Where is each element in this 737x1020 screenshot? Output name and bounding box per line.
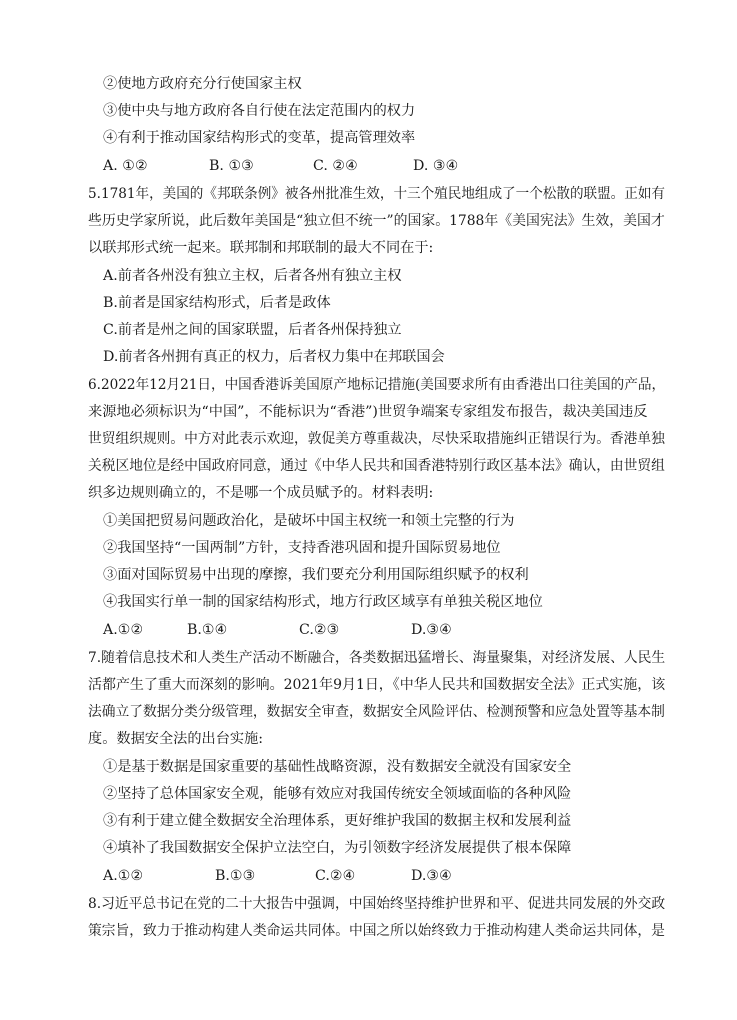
q6-choice-c: C.②③ [299, 622, 340, 638]
q4-choice-d: D. ③④ [413, 158, 459, 174]
q6-statement-3: ③面对国际贸易中出现的摩擦，我们要充分利用国际组织赋予的权利 [103, 567, 529, 583]
q5-stem-line-3: 以联邦形式统一起来。联邦制和邦联制的最大不同在于: [88, 240, 434, 256]
q6-statement-4: ④我国实行单一制的国家结构形式，地方行政区域享有单独关税区地位 [103, 594, 543, 610]
q4-choice-b: B. ①③ [209, 158, 254, 174]
q5-stem-line-2: 些历史学家所说，此后数年美国是“独立但不统一”的国家。1788年《美国宪法》生效，美国才 [88, 213, 665, 229]
q7-stem-line-3: 法确立了数据分类分级管理，数据安全审查，数据安全风险评估、检测预警和应急处置等基本制 [88, 704, 665, 720]
q5-option-a: A.前者各州没有独立主权，后者各州有独立主权 [103, 268, 402, 284]
q6-stem-line-1: 6.2022年12月21日，中国香港诉美国原产地标记措施(美国要求所有由香港出口往美国的产品， [88, 377, 666, 393]
q4-statement-4: ④有利于推动国家结构形式的变革，提高管理效率 [103, 130, 416, 146]
q6-stem-line-3: 世贸组织规则。中方对此表示欢迎，敦促美方尊重裁决，尽快采取措施纠正错误行为。香港单独 [88, 431, 665, 447]
q8-stem-line-1: 8.习近平总书记在党的二十大报告中强调，中国始终坚持维护世界和平、促进共同发展的外交政 [88, 896, 666, 912]
q7-stem-line-4: 度。数据安全法的出台实施: [88, 731, 264, 747]
q7-choice-a: A.①② [103, 868, 144, 884]
q7-choice-d: D.③④ [411, 868, 452, 884]
q6-stem-line-5: 织多边规则确立的，不是哪一个成员赋予的。材料表明: [88, 485, 434, 501]
q7-choice-b: B.①③ [215, 868, 256, 884]
q6-statement-1: ①美国把贸易问题政治化，是破坏中国主权统一和领土完整的行为 [103, 513, 515, 529]
q5-option-b: B.前者是国家结构形式，后者是政体 [103, 295, 331, 311]
q6-stem-line-4: 关税区地位是经中国政府同意，通过《中华人民共和国香港特别行政区基本法》确认，由世贸组 [88, 458, 665, 474]
q7-statement-1: ①是基于数据是国家重要的基础性战略资源，没有数据安全就没有国家安全 [103, 759, 572, 775]
q6-stem-line-2: 来源地必须标识为“中国”，不能标识为“香港”)世贸争端案专家组发布报告，裁决美国违反 [88, 404, 648, 420]
q4-choice-c: C. ②④ [313, 158, 358, 174]
q6-choice-b: B.①④ [187, 622, 228, 638]
q7-statement-3: ③有利于建立健全数据安全治理体系，更好维护我国的数据主权和发展利益 [103, 813, 572, 829]
q7-choice-c: C.②④ [315, 868, 356, 884]
q5-option-d: D.前者各州拥有真正的权力，后者权力集中在邦联国会 [103, 349, 445, 365]
q6-choice-a: A.①② [103, 622, 144, 638]
q7-stem-line-1: 7.随着信息技术和人类生产活动不断融合，各类数据迅猛增长、海量聚集，对经济发展、人民生 [88, 650, 666, 666]
q5-stem-line-1: 5.1781年，美国的《邦联条例》被各州批准生效，十三个殖民地组成了一个松散的联盟。正如有 [88, 186, 665, 202]
q7-statement-4: ④填补了我国数据安全保护立法空白，为引领数字经济发展提供了根本保障 [103, 840, 572, 856]
q7-statement-2: ②坚持了总体国家安全观，能够有效应对我国传统安全领域面临的各种风险 [103, 786, 572, 802]
q5-option-c: C.前者是州之间的国家联盟，后者各州保持独立 [103, 322, 402, 338]
q4-statement-2: ②使地方政府充分行使国家主权 [103, 76, 302, 92]
q6-statement-2: ②我国坚持“一国两制”方针，支持香港巩固和提升国际贸易地位 [103, 540, 501, 556]
q4-statement-3: ③使中央与地方政府各自行使在法定范围内的权力 [103, 103, 416, 119]
q8-stem-line-2: 策宗旨，致力于推动构建人类命运共同体。中国之所以始终致力于推动构建人类命运共同体，是 [88, 923, 665, 939]
q4-choice-a: A. ①② [103, 158, 148, 174]
q7-stem-line-2: 活都产生了重大而深刻的影响。2021年9月1日，《中华人民共和国数据安全法》正式实施，该 [88, 677, 666, 693]
q6-choice-d: D.③④ [411, 622, 452, 638]
